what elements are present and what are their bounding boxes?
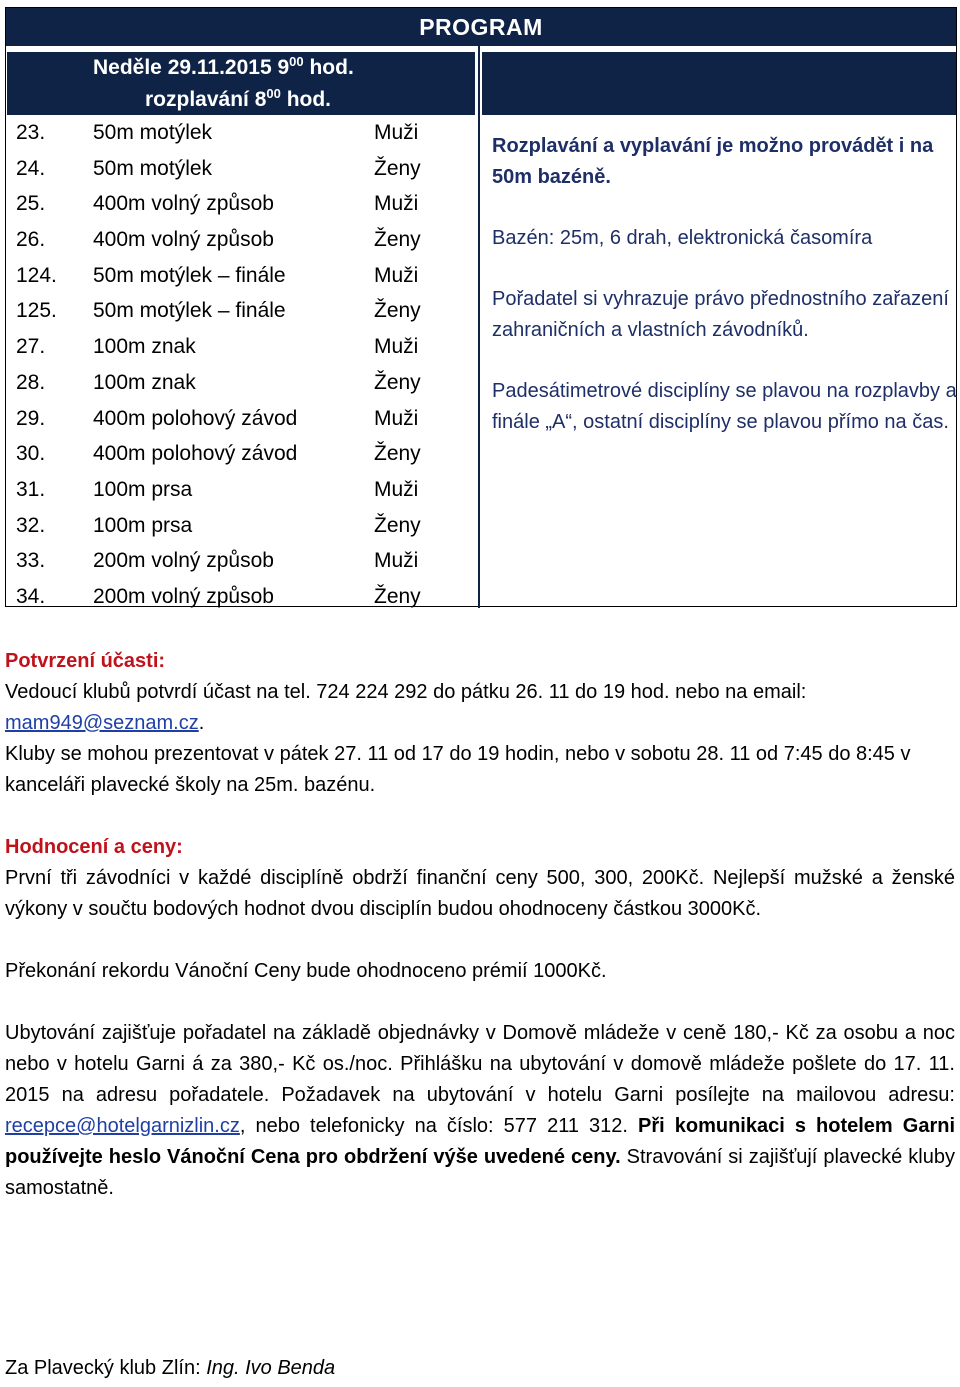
- event-row: [6, 579, 476, 615]
- event-number: 30.: [16, 442, 46, 466]
- event-number: 33.: [16, 549, 46, 573]
- event-category: Ženy: [374, 442, 421, 466]
- event-number: 125.: [16, 299, 57, 323]
- event-category: Ženy: [374, 299, 421, 323]
- finals-note: Padesátimetrové disciplíny se plavou na rozplavby a finále „A“, ostatní disciplíny se plavou přímo na čas.: [492, 380, 957, 433]
- event-number: 25.: [16, 192, 46, 216]
- schedule-header: [7, 52, 475, 115]
- warmup-time: rozplavání $8^{00}$ hod.: [145, 86, 332, 111]
- event-row: [6, 258, 476, 294]
- event-row: [6, 222, 476, 258]
- document-body: [5, 646, 955, 1204]
- event-name: 100m prsa: [93, 513, 193, 537]
- event-category: Muži: [374, 477, 419, 501]
- event-number: 23.: [16, 121, 46, 144]
- event-category: Ženy: [374, 228, 421, 252]
- signature: Za Plavecký klub Zlín: Ing. Ivo Benda: [5, 1357, 336, 1379]
- event-category: Ženy: [374, 370, 421, 394]
- event-category: Muži: [374, 121, 419, 144]
- event-name: 50m motýlek – finále: [93, 299, 286, 323]
- event-category: Muži: [374, 549, 419, 573]
- event-number: 27.: [16, 335, 46, 359]
- event-name: 400m polohový závod: [93, 406, 298, 430]
- event-number: 31.: [16, 477, 46, 501]
- event-category: Muži: [374, 263, 419, 287]
- event-number: 28.: [16, 370, 46, 394]
- confirmation-heading: Potvrzení účasti:: [5, 650, 166, 672]
- event-name: 100m prsa: [93, 477, 193, 501]
- warmup-note: Rozplavání a vyplavání je možno provádět i na 50m bazéně.: [492, 135, 934, 188]
- event-name: 200m volný způsob: [93, 584, 274, 608]
- event-row: [6, 472, 476, 508]
- event-list: [6, 115, 476, 615]
- event-row: [6, 365, 476, 401]
- event-name: 400m volný způsob: [93, 228, 274, 252]
- event-category: Muži: [374, 192, 419, 216]
- event-number: 124.: [16, 263, 57, 287]
- program-notes: [492, 131, 957, 468]
- event-number: 34.: [16, 584, 46, 608]
- event-category: Muži: [374, 406, 419, 430]
- event-name: 200m volný způsob: [93, 549, 274, 573]
- schedule-date: Neděle 29.11.2015 $9^{00}$ hod.: [93, 54, 354, 79]
- record-text: Překonání rekordu Vánoční Ceny bude ohodnoceno prémií 1000Kč.: [5, 960, 607, 982]
- event-name: 50m motýlek: [93, 121, 213, 144]
- program-title: PROGRAM: [419, 14, 543, 40]
- event-category: Ženy: [374, 513, 421, 537]
- email-link[interactable]: mam949@seznam.cz: [5, 712, 199, 734]
- confirmation-text: Vedoucí klubů potvrdí účast na tel. 724 224 292 do pátku 26. 11 do 19 hod. nebo na email: mam949@seznam.cz.: [5, 681, 807, 734]
- event-number: 29.: [16, 406, 46, 430]
- presentation-text: Kluby se mohou prezentovat v pátek 27. 11 od 17 do 19 hodin, nebo v sobotu 28. 11 od 7:45 do 8:45 v kanceláři plavecké školy na 25m. bazénu.: [5, 743, 911, 796]
- program-header: [6, 8, 956, 46]
- awards-heading: Hodnocení a ceny:: [5, 836, 183, 858]
- awards-text: První tři závodníci v každé disciplíně obdrží finanční ceny 500, 300, 200Kč. Nejlepší mužské a ženské výkony v součtu bodových hodnot dvou disciplín budou ohodnoceny částkou 3000Kč.: [5, 867, 955, 920]
- event-number: 26.: [16, 228, 46, 252]
- event-row: [6, 186, 476, 222]
- event-row: [6, 329, 476, 365]
- hotel-email-link[interactable]: recepce@hotelgarnizlin.cz: [5, 1115, 240, 1137]
- event-category: Muži: [374, 335, 419, 359]
- accommodation-text: Ubytování zajišťuje pořadatel na základě objednávky v Domově mládeže v ceně 180,- Kč za osobu a noc nebo v hotelu Garni á za 380,- Kč os./noc. Přihlášku na ubytování v domově mládeže pošlete do 17. 11. 2015 na adresu pořadatele. Požadavek na ubytování v hotelu Garni posílejte na mailovou adresu: recepce@hotelgarnizlin.cz, nebo telefonicky na číslo: 577 211 312. Při komunikaci s hotelem Garni používejte heslo Vánoční Cena pro obdržení výše uvedené ceny. Stravování si zajišťují plavecké kluby samostatně.: [5, 1022, 955, 1199]
- info-header: [482, 52, 956, 115]
- event-name: 100m znak: [93, 335, 196, 359]
- event-category: Ženy: [374, 156, 421, 180]
- event-name: 50m motýlek – finále: [93, 263, 286, 287]
- event-row: [6, 151, 476, 187]
- event-row: [6, 401, 476, 437]
- event-row: [6, 436, 476, 472]
- event-row: [6, 115, 476, 151]
- event-name: 50m motýlek: [93, 156, 213, 180]
- event-category: Ženy: [374, 584, 421, 608]
- event-name: 400m polohový závod: [93, 442, 298, 466]
- pool-note: Bazén: 25m, 6 drah, elektronická časomíra: [492, 227, 873, 249]
- program-table: [5, 7, 957, 607]
- event-name: 400m volný způsob: [93, 192, 274, 216]
- organizer-note: Pořadatel si vyhrazuje právo přednostního zařazení zahraničních a vlastních závodníků.: [492, 288, 949, 341]
- event-row: [6, 543, 476, 579]
- event-name: 100m znak: [93, 370, 196, 394]
- event-row: [6, 508, 476, 544]
- event-number: 32.: [16, 513, 46, 537]
- event-row: [6, 293, 476, 329]
- event-number: 24.: [16, 156, 46, 180]
- column-divider: [478, 46, 480, 608]
